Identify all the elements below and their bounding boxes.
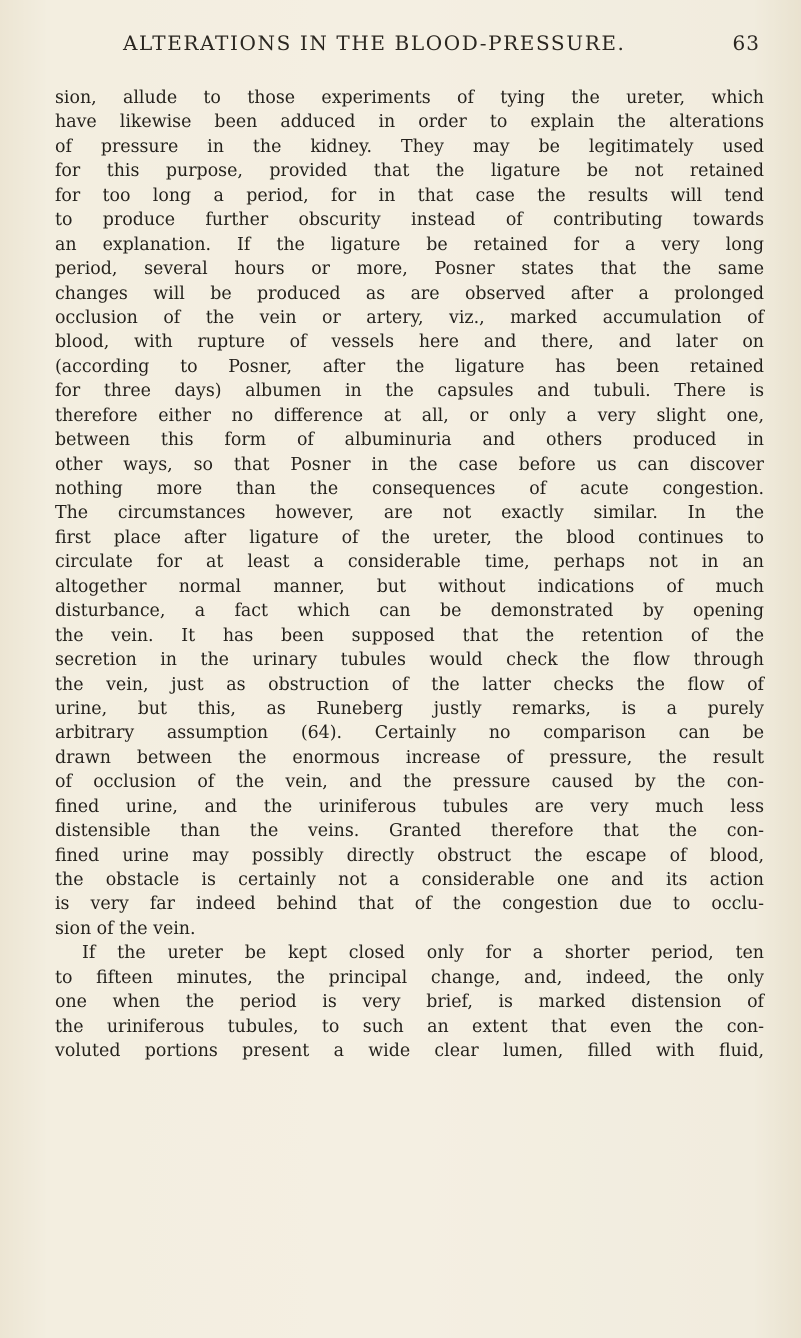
text-line: occlusion of the vein or artery, viz., marked accumulation of <box>55 307 764 328</box>
text-line: for too long a period, for in that case the results will tend <box>55 185 764 206</box>
text-line: the obstacle is certainly not a considerable one and its action <box>55 870 764 890</box>
text-line: have likewise been adduced in order to explain the alterations <box>55 112 764 133</box>
page-header <box>55 31 760 61</box>
text-line: sion, allude to those experiments of tying the ureter, which <box>55 88 764 108</box>
text-line: of pressure in the kidney. They may be legitimately used <box>55 136 764 157</box>
text-line: altogether normal manner, but without indications of much <box>55 576 764 597</box>
text-line: to fifteen minutes, the principal change, and, indeed, the only <box>55 967 764 988</box>
text-line: is very far indeed behind that of the congestion due to occlu- <box>55 894 764 915</box>
text-line: urine, but this, as Runeberg justly remarks, is a purely <box>55 698 764 719</box>
text-line: period, several hours or more, Posner states that the same <box>55 259 764 280</box>
text-line: for this purpose, provided that the ligature be not retained <box>55 161 764 182</box>
text-line: first place after ligature of the ureter, the blood continues to <box>55 527 764 548</box>
text-line: (according to Posner, after the ligature has been retained <box>55 356 764 377</box>
text-line: arbitrary assumption (64). Certainly no comparison can be <box>55 723 764 744</box>
text-line: changes will be produced as are observed after a prolonged <box>55 283 764 304</box>
text-line: secretion in the urinary tubules would check the flow through <box>55 650 764 671</box>
text-line: nothing more than the consequences of acute congestion. <box>55 479 764 499</box>
paragraph-start-line: If the ureter be kept closed only for a shorter period, ten <box>82 943 764 964</box>
text-line: between this form of albuminuria and others produced in <box>55 430 764 451</box>
text-line: The circumstances however, are not exactly similar. In the <box>55 503 764 524</box>
text-line: blood, with rupture of vessels here and there, and later on <box>55 332 764 353</box>
text-line: disturbance, a fact which can be demonstrated by opening <box>55 601 764 622</box>
running-title: ALTERATIONS IN THE BLOOD-PRESSURE. <box>123 31 626 55</box>
paragraph-end-line: sion of the vein. <box>55 918 196 939</box>
text-line: drawn between the enormous increase of pressure, the result <box>55 747 764 768</box>
text-line: the vein, just as obstruction of the latter checks the flow of <box>55 674 764 695</box>
text-line: the uriniferous tubules, to such an extent that even the con- <box>55 1016 764 1037</box>
text-line: for three days) albumen in the capsules and tubuli. There is <box>55 381 764 402</box>
text-line: therefore either no difference at all, or only a very slight one, <box>55 405 764 426</box>
text-line: the vein. It has been supposed that the retention of the <box>55 625 764 646</box>
text-line: voluted portions present a wide clear lumen, filled with fluid, <box>55 1041 764 1062</box>
text-line: fined urine, and the uriniferous tubules are very much less <box>55 796 764 817</box>
text-line: other ways, so that Posner in the case before us can discover <box>55 454 764 475</box>
text-line: one when the period is very brief, is marked distension of <box>55 992 764 1013</box>
body-text <box>55 86 764 1064</box>
text-line: an explanation. If the ligature be retained for a very long <box>55 234 764 255</box>
page-number: 63 <box>732 31 760 55</box>
text-line: fined urine may possibly directly obstruct the escape of blood, <box>55 845 764 866</box>
text-line: of occlusion of the vein, and the pressure caused by the con- <box>55 772 764 793</box>
text-line: distensible than the veins. Granted therefore that the con- <box>55 821 764 842</box>
text-line: circulate for at least a considerable time, perhaps not in an <box>55 552 764 573</box>
text-line: to produce further obscurity instead of contributing towards <box>55 210 764 231</box>
